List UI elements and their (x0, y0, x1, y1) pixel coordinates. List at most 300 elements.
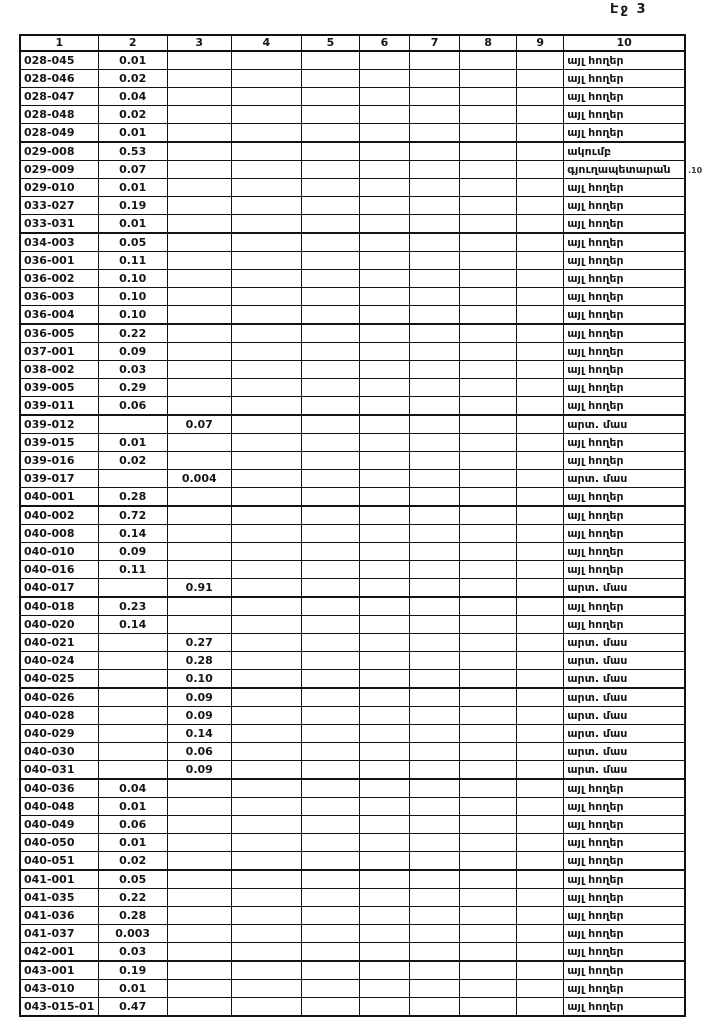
empty-cell (301, 434, 359, 452)
col2-value-cell: 0.28 (98, 907, 167, 925)
empty-cell (460, 870, 517, 889)
parcel-code-cell: 040-030 (20, 743, 98, 761)
land-parcel-table (19, 34, 686, 1017)
empty-cell (359, 142, 409, 161)
col3-value-cell (167, 197, 231, 215)
empty-cell (359, 779, 409, 798)
col3-value-cell (167, 616, 231, 634)
empty-cell (359, 998, 409, 1017)
table-row (20, 907, 685, 925)
empty-cell (517, 980, 564, 998)
table-row (20, 616, 685, 634)
land-type-cell: այլ հողեր (564, 379, 685, 397)
parcel-code-cell: 040-025 (20, 670, 98, 689)
empty-cell (460, 943, 517, 962)
empty-cell (517, 470, 564, 488)
table-row (20, 470, 685, 488)
empty-cell (231, 51, 301, 70)
empty-cell (359, 761, 409, 780)
parcel-code-cell: 040-028 (20, 707, 98, 725)
empty-cell (517, 161, 564, 179)
empty-cell (359, 324, 409, 343)
empty-cell (410, 852, 460, 871)
empty-cell (460, 852, 517, 871)
table-row (20, 870, 685, 889)
empty-cell (301, 652, 359, 670)
table-header-row (20, 35, 685, 51)
land-type-cell: այլ հողեր (564, 834, 685, 852)
col3-value-cell: 0.10 (167, 670, 231, 689)
empty-cell (460, 525, 517, 543)
col3-value-cell: 0.14 (167, 725, 231, 743)
parcel-code-cell: 033-031 (20, 215, 98, 234)
parcel-code-cell: 041-035 (20, 889, 98, 907)
parcel-code-cell: 039-017 (20, 470, 98, 488)
empty-cell (517, 579, 564, 598)
empty-cell (301, 725, 359, 743)
empty-cell (359, 652, 409, 670)
empty-cell (231, 688, 301, 707)
col3-value-cell (167, 142, 231, 161)
parcel-code-cell: 029-010 (20, 179, 98, 197)
col2-value-cell: 0.01 (98, 798, 167, 816)
land-type-cell: այլ հողեր (564, 51, 685, 70)
empty-cell (301, 288, 359, 306)
table-row (20, 179, 685, 197)
empty-cell (359, 415, 409, 434)
empty-cell (359, 397, 409, 416)
empty-cell (231, 233, 301, 252)
col3-value-cell (167, 834, 231, 852)
empty-cell (517, 743, 564, 761)
empty-cell (301, 579, 359, 598)
parcel-code-cell: 040-049 (20, 816, 98, 834)
empty-cell (410, 288, 460, 306)
empty-cell (301, 561, 359, 579)
empty-cell (460, 106, 517, 124)
empty-cell (410, 980, 460, 998)
empty-cell (410, 197, 460, 215)
table-row (20, 707, 685, 725)
land-type-cell: այլ հողեր (564, 889, 685, 907)
table-row (20, 324, 685, 343)
col3-value-cell: 0.09 (167, 707, 231, 725)
empty-cell (301, 870, 359, 889)
empty-cell (359, 233, 409, 252)
parcel-code-cell: 039-015 (20, 434, 98, 452)
column-header-3: 3 (167, 35, 231, 51)
land-type-cell: արտ. մաս (564, 743, 685, 761)
land-type-cell: արտ. մաս (564, 725, 685, 743)
table-row (20, 816, 685, 834)
empty-cell (359, 889, 409, 907)
col3-value-cell (167, 88, 231, 106)
empty-cell (359, 707, 409, 725)
table-row (20, 88, 685, 106)
empty-cell (359, 161, 409, 179)
col2-value-cell: 0.09 (98, 543, 167, 561)
empty-cell (460, 470, 517, 488)
empty-cell (231, 779, 301, 798)
col2-value-cell: 0.03 (98, 361, 167, 379)
empty-cell (410, 816, 460, 834)
col2-value-cell: 0.02 (98, 852, 167, 871)
empty-cell (301, 852, 359, 871)
empty-cell (410, 270, 460, 288)
empty-cell (301, 998, 359, 1017)
col2-value-cell: 0.10 (98, 288, 167, 306)
column-header-7: 7 (410, 35, 460, 51)
parcel-code-cell: 037-001 (20, 343, 98, 361)
land-type-cell: արտ. մաս (564, 415, 685, 434)
empty-cell (460, 306, 517, 325)
col2-value-cell: 0.72 (98, 506, 167, 525)
empty-cell (359, 816, 409, 834)
empty-cell (359, 343, 409, 361)
empty-cell (231, 506, 301, 525)
empty-cell (231, 379, 301, 397)
empty-cell (517, 961, 564, 980)
empty-cell (410, 597, 460, 616)
empty-cell (410, 142, 460, 161)
empty-cell (517, 597, 564, 616)
empty-cell (359, 124, 409, 143)
empty-cell (359, 743, 409, 761)
empty-cell (231, 980, 301, 998)
empty-cell (460, 179, 517, 197)
table-row (20, 106, 685, 124)
parcel-code-cell: 040-002 (20, 506, 98, 525)
col3-value-cell: 0.28 (167, 652, 231, 670)
empty-cell (231, 215, 301, 234)
empty-cell (231, 70, 301, 88)
table-row (20, 597, 685, 616)
table-row (20, 852, 685, 871)
col2-value-cell: 0.14 (98, 616, 167, 634)
col3-value-cell (167, 561, 231, 579)
empty-cell (517, 816, 564, 834)
empty-cell (301, 616, 359, 634)
empty-cell (301, 925, 359, 943)
parcel-code-cell: 040-036 (20, 779, 98, 798)
empty-cell (517, 179, 564, 197)
empty-cell (359, 798, 409, 816)
parcel-code-cell: 039-016 (20, 452, 98, 470)
empty-cell (410, 743, 460, 761)
col3-value-cell (167, 852, 231, 871)
empty-cell (410, 579, 460, 598)
col3-value-cell (167, 124, 231, 143)
col2-value-cell (98, 579, 167, 598)
empty-cell (460, 142, 517, 161)
parcel-code-cell: 034-003 (20, 233, 98, 252)
land-type-cell: այլ հողեր (564, 70, 685, 88)
empty-cell (359, 579, 409, 598)
col2-value-cell: 0.06 (98, 816, 167, 834)
empty-cell (231, 925, 301, 943)
column-header-5: 5 (301, 35, 359, 51)
empty-cell (460, 70, 517, 88)
col3-value-cell (167, 506, 231, 525)
col3-value-cell (167, 70, 231, 88)
table-row (20, 270, 685, 288)
empty-cell (231, 816, 301, 834)
table-row (20, 161, 685, 179)
land-type-cell: այլ հողեր (564, 616, 685, 634)
empty-cell (460, 124, 517, 143)
empty-cell (231, 579, 301, 598)
empty-cell (460, 998, 517, 1017)
table-row (20, 343, 685, 361)
empty-cell (410, 525, 460, 543)
col3-value-cell: 0.06 (167, 743, 231, 761)
col3-value-cell: 0.09 (167, 761, 231, 780)
empty-cell (231, 907, 301, 925)
empty-cell (410, 543, 460, 561)
empty-cell (410, 452, 460, 470)
empty-cell (410, 88, 460, 106)
empty-cell (359, 361, 409, 379)
empty-cell (410, 397, 460, 416)
empty-cell (359, 961, 409, 980)
empty-cell (410, 252, 460, 270)
col2-value-cell (98, 470, 167, 488)
empty-cell (517, 870, 564, 889)
empty-cell (359, 907, 409, 925)
empty-cell (517, 415, 564, 434)
empty-cell (359, 597, 409, 616)
col2-value-cell: 0.19 (98, 197, 167, 215)
empty-cell (301, 798, 359, 816)
empty-cell (460, 816, 517, 834)
parcel-code-cell: 033-027 (20, 197, 98, 215)
parcel-code-cell: 036-004 (20, 306, 98, 325)
empty-cell (460, 798, 517, 816)
empty-cell (359, 106, 409, 124)
empty-cell (410, 306, 460, 325)
parcel-code-cell: 039-011 (20, 397, 98, 416)
col2-value-cell: 0.11 (98, 561, 167, 579)
empty-cell (301, 70, 359, 88)
empty-cell (231, 124, 301, 143)
empty-cell (410, 361, 460, 379)
col3-value-cell (167, 179, 231, 197)
parcel-code-cell: 040-008 (20, 525, 98, 543)
empty-cell (460, 652, 517, 670)
empty-cell (410, 415, 460, 434)
empty-cell (410, 215, 460, 234)
col3-value-cell (167, 343, 231, 361)
empty-cell (460, 670, 517, 689)
empty-cell (517, 998, 564, 1017)
parcel-code-cell: 036-002 (20, 270, 98, 288)
parcel-code-cell: 040-024 (20, 652, 98, 670)
col3-value-cell (167, 452, 231, 470)
col3-value-cell (167, 870, 231, 889)
empty-cell (359, 670, 409, 689)
table-row (20, 434, 685, 452)
empty-cell (231, 142, 301, 161)
col3-value-cell (167, 961, 231, 980)
column-header-2: 2 (98, 35, 167, 51)
table-row (20, 834, 685, 852)
empty-cell (359, 616, 409, 634)
empty-cell (460, 579, 517, 598)
land-type-cell: այլ հողեր (564, 88, 685, 106)
empty-cell (301, 161, 359, 179)
col3-value-cell (167, 525, 231, 543)
col2-value-cell: 0.53 (98, 142, 167, 161)
empty-cell (410, 725, 460, 743)
col3-value-cell (167, 943, 231, 962)
col3-value-cell (167, 998, 231, 1017)
land-type-cell: այլ հողեր (564, 561, 685, 579)
land-type-cell: այլ հողեր (564, 106, 685, 124)
empty-cell (359, 70, 409, 88)
table-row (20, 197, 685, 215)
col3-value-cell (167, 907, 231, 925)
land-type-cell: այլ հողեր (564, 288, 685, 306)
empty-cell (231, 652, 301, 670)
empty-cell (359, 980, 409, 998)
parcel-code-cell: 040-001 (20, 488, 98, 507)
empty-cell (460, 779, 517, 798)
empty-cell (301, 397, 359, 416)
col3-value-cell (167, 51, 231, 70)
land-type-cell: արտ. մաս (564, 652, 685, 670)
empty-cell (460, 761, 517, 780)
empty-cell (410, 179, 460, 197)
empty-cell (301, 525, 359, 543)
land-type-cell: այլ հողեր (564, 179, 685, 197)
col2-value-cell: 0.02 (98, 106, 167, 124)
empty-cell (460, 925, 517, 943)
table-row (20, 488, 685, 507)
empty-cell (517, 652, 564, 670)
col2-value-cell: 0.05 (98, 870, 167, 889)
empty-cell (231, 543, 301, 561)
empty-cell (517, 488, 564, 507)
col3-value-cell (167, 980, 231, 998)
land-type-cell: այլ հողեր (564, 597, 685, 616)
empty-cell (410, 870, 460, 889)
empty-cell (301, 324, 359, 343)
land-type-cell: այլ հողեր (564, 434, 685, 452)
empty-cell (231, 434, 301, 452)
empty-cell (231, 470, 301, 488)
empty-cell (517, 525, 564, 543)
land-type-cell: այլ հողեր (564, 798, 685, 816)
empty-cell (410, 343, 460, 361)
empty-cell (231, 852, 301, 871)
parcel-code-cell: 040-010 (20, 543, 98, 561)
empty-cell (231, 597, 301, 616)
col3-value-cell (167, 889, 231, 907)
empty-cell (460, 233, 517, 252)
parcel-code-cell: 039-012 (20, 415, 98, 434)
col2-value-cell: 0.14 (98, 525, 167, 543)
col2-value-cell (98, 688, 167, 707)
empty-cell (410, 943, 460, 962)
empty-cell (460, 543, 517, 561)
empty-cell (231, 561, 301, 579)
empty-cell (410, 779, 460, 798)
empty-cell (301, 179, 359, 197)
land-type-cell: այլ հողեր (564, 306, 685, 325)
col3-value-cell (167, 324, 231, 343)
empty-cell (301, 980, 359, 998)
parcel-code-cell: 039-005 (20, 379, 98, 397)
empty-cell (460, 161, 517, 179)
table-row (20, 925, 685, 943)
col2-value-cell: 0.19 (98, 961, 167, 980)
empty-cell (231, 361, 301, 379)
empty-cell (231, 707, 301, 725)
col2-value-cell (98, 415, 167, 434)
empty-cell (517, 688, 564, 707)
land-type-cell: արտ. մաս (564, 761, 685, 780)
column-header-6: 6 (359, 35, 409, 51)
empty-cell (301, 142, 359, 161)
parcel-code-cell: 028-046 (20, 70, 98, 88)
parcel-code-cell: 041-037 (20, 925, 98, 943)
empty-cell (517, 379, 564, 397)
empty-cell (517, 88, 564, 106)
empty-cell (359, 252, 409, 270)
empty-cell (460, 634, 517, 652)
empty-cell (301, 215, 359, 234)
empty-cell (231, 452, 301, 470)
empty-cell (460, 707, 517, 725)
col3-value-cell: 0.91 (167, 579, 231, 598)
parcel-code-cell: 040-020 (20, 616, 98, 634)
empty-cell (359, 51, 409, 70)
empty-cell (517, 361, 564, 379)
col2-value-cell: 0.23 (98, 597, 167, 616)
empty-cell (301, 233, 359, 252)
col2-value-cell: 0.07 (98, 161, 167, 179)
empty-cell (359, 288, 409, 306)
empty-cell (517, 670, 564, 689)
land-type-cell: այլ հողեր (564, 324, 685, 343)
empty-cell (301, 761, 359, 780)
col2-value-cell: 0.29 (98, 379, 167, 397)
empty-cell (460, 597, 517, 616)
empty-cell (359, 925, 409, 943)
parcel-code-cell: 040-048 (20, 798, 98, 816)
table-row (20, 379, 685, 397)
land-type-cell: այլ հողեր (564, 925, 685, 943)
table-row (20, 142, 685, 161)
empty-cell (517, 925, 564, 943)
table-row (20, 980, 685, 998)
table-row (20, 889, 685, 907)
empty-cell (517, 233, 564, 252)
land-type-cell: այլ հողեր (564, 488, 685, 507)
empty-cell (410, 124, 460, 143)
col3-value-cell (167, 215, 231, 234)
land-type-cell: այլ հողեր (564, 779, 685, 798)
empty-cell (410, 925, 460, 943)
empty-cell (231, 834, 301, 852)
margin-stray-mark: .10 (688, 166, 703, 175)
col2-value-cell: 0.28 (98, 488, 167, 507)
col3-value-cell (167, 397, 231, 416)
empty-cell (460, 961, 517, 980)
empty-cell (231, 870, 301, 889)
table-row (20, 306, 685, 325)
land-type-cell: արտ. մաս (564, 707, 685, 725)
